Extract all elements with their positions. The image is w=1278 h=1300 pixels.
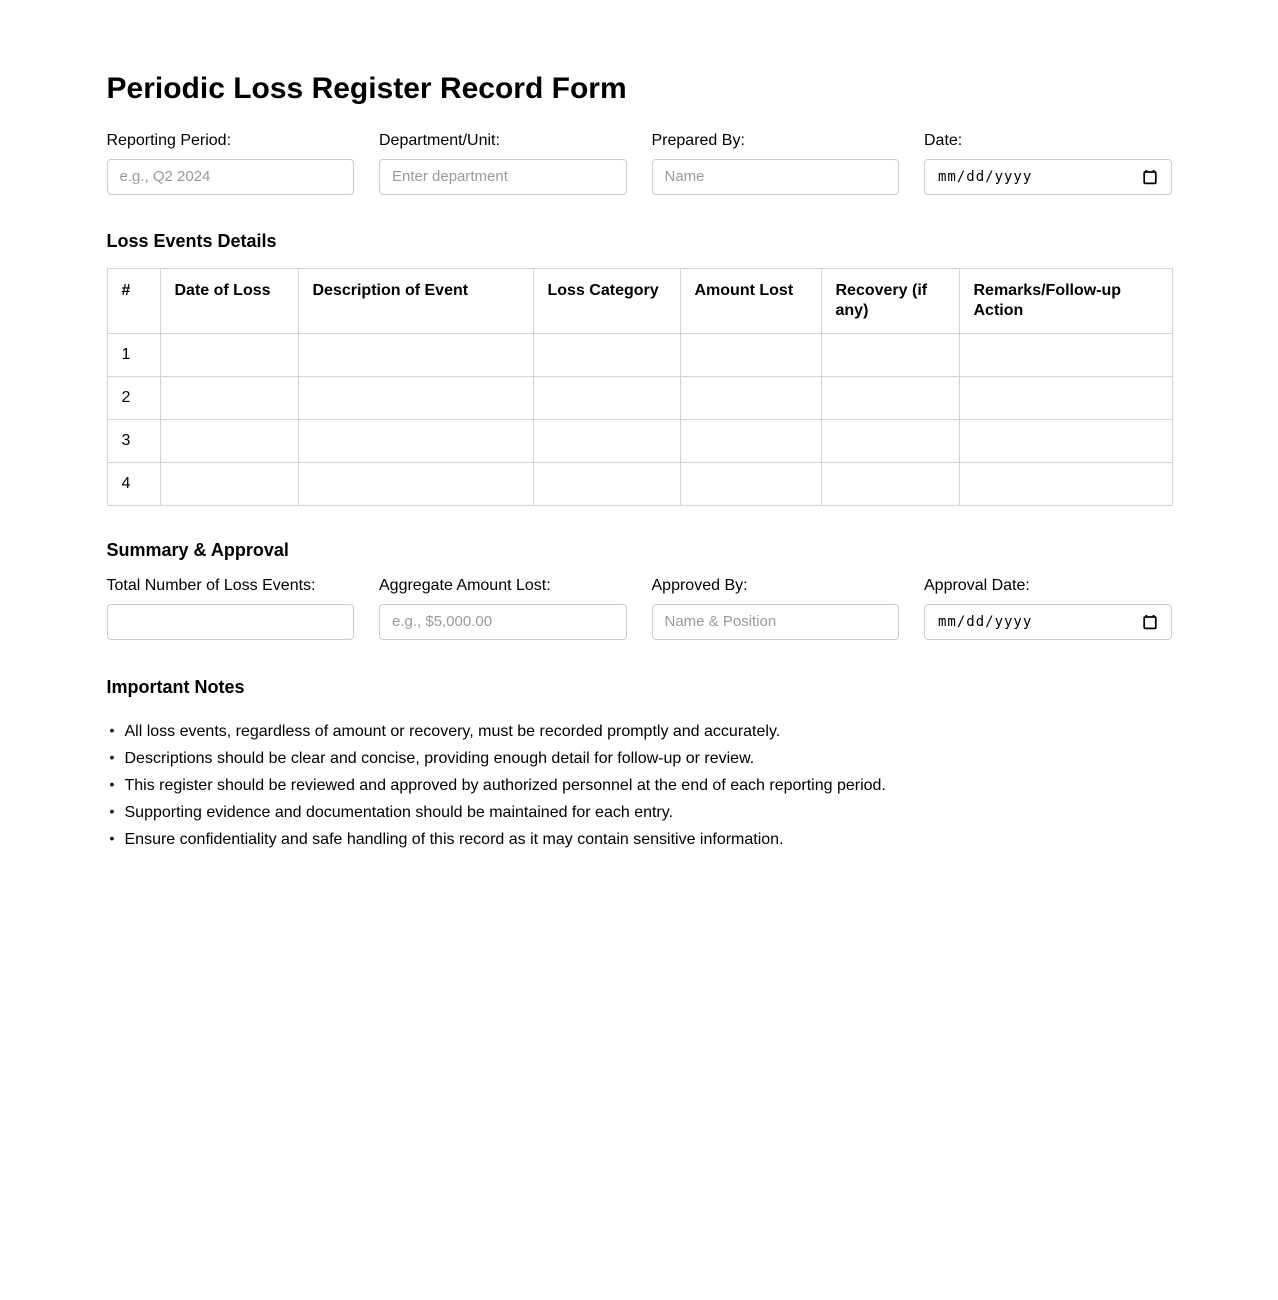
date-of-loss-cell: [160, 334, 298, 377]
loss-events-table: [107, 268, 1173, 506]
form-container: [107, 0, 1172, 850]
table-header-row: [107, 269, 1172, 334]
header-fields-row: [107, 131, 1172, 195]
date-of-loss-cell: [160, 420, 298, 463]
category-cell: [533, 420, 680, 463]
field-department: [379, 131, 627, 195]
date-of-loss-cell: [160, 463, 298, 506]
recovery-cell: [821, 334, 959, 377]
summary-section-title: Summary & Approval: [106, 540, 289, 561]
category-cell: [533, 334, 680, 377]
field-aggregate-amount: [379, 576, 627, 640]
table-row: [107, 463, 1172, 506]
col-header-num: #: [107, 269, 160, 334]
approval-date-label: Approval Date:: [924, 576, 1030, 594]
approved-by-input[interactable]: [652, 604, 900, 640]
date-placeholder-text: mm/dd/yyyy: [938, 168, 1033, 185]
category-cell: [533, 463, 680, 506]
recovery-cell: [821, 420, 959, 463]
table-row: [107, 334, 1172, 377]
recovery-cell: [821, 463, 959, 506]
recovery-cell: [821, 377, 959, 420]
reporting-period-label: Reporting Period:: [106, 132, 232, 149]
prepared-by-label: Prepared By:: [651, 132, 745, 149]
row-number-cell: 2: [107, 377, 160, 420]
description-cell: [298, 463, 533, 506]
loss-events-section-title: Loss Events Details: [106, 230, 277, 251]
note-item: • Supporting evidence and documentation should be maintained for each entry.: [107, 803, 1172, 823]
field-total-events: [107, 576, 355, 640]
row-number-cell: 4: [107, 463, 160, 506]
description-cell: [298, 420, 533, 463]
approval-date-input[interactable]: [924, 604, 1172, 640]
field-date: [924, 131, 1172, 195]
remarks-cell: [959, 420, 1172, 463]
col-header-description: Description of Event: [298, 269, 533, 334]
total-events-label: Total Number of Loss Events:: [106, 576, 316, 594]
approved-by-label: Approved By:: [651, 576, 748, 594]
remarks-cell: [959, 463, 1172, 506]
amount-lost-cell: [680, 463, 821, 506]
remarks-cell: [959, 334, 1172, 377]
approval-date-placeholder-text: mm/dd/yyyy: [938, 613, 1033, 630]
remarks-cell: [959, 377, 1172, 420]
aggregate-amount-label: Aggregate Amount Lost:: [379, 576, 551, 594]
prepared-by-input[interactable]: [652, 159, 900, 195]
field-approved-by: [652, 576, 900, 640]
category-cell: [533, 377, 680, 420]
note-item: • All loss events, regardless of amount or recovery, must be recorded promptly and accurately.: [107, 722, 1172, 742]
notes-section-title: Important Notes: [106, 676, 245, 697]
department-label: Department/Unit:: [379, 132, 500, 149]
table-row: [107, 420, 1172, 463]
row-number-cell: 3: [107, 420, 160, 463]
date-label: Date:: [924, 132, 963, 149]
note-item: • Ensure confidentiality and safe handling of this record as it may contain sensitive information.: [107, 830, 1172, 850]
col-header-recovery: Recovery (if any): [821, 269, 959, 334]
calendar-icon[interactable]: [1142, 614, 1158, 630]
department-input[interactable]: [379, 159, 627, 195]
calendar-icon[interactable]: [1142, 169, 1158, 185]
date-of-loss-cell: [160, 377, 298, 420]
row-number-cell: 1: [107, 334, 160, 377]
field-prepared-by: [652, 131, 900, 195]
important-notes-list: [107, 722, 1172, 850]
col-header-amount-lost: Amount Lost: [680, 269, 821, 334]
col-header-date-of-loss: Date of Loss: [160, 269, 298, 334]
field-reporting-period: [107, 131, 355, 195]
table-row: [107, 377, 1172, 420]
col-header-remarks: Remarks/Follow-up Action: [959, 269, 1172, 334]
page-title: Periodic Loss Register Record Form: [106, 72, 627, 105]
note-item: • Descriptions should be clear and concise, providing enough detail for follow-up or review.: [107, 749, 1172, 769]
description-cell: [298, 377, 533, 420]
aggregate-amount-input[interactable]: [379, 604, 627, 640]
col-header-category: Loss Category: [533, 269, 680, 334]
amount-lost-cell: [680, 420, 821, 463]
amount-lost-cell: [680, 377, 821, 420]
date-input[interactable]: [924, 159, 1172, 195]
description-cell: [298, 334, 533, 377]
total-events-input[interactable]: [107, 604, 355, 640]
amount-lost-cell: [680, 334, 821, 377]
reporting-period-input[interactable]: [107, 159, 355, 195]
note-item: • This register should be reviewed and approved by authorized personnel at the end of each reporting period.: [107, 776, 1172, 796]
summary-fields-row: [107, 576, 1172, 640]
field-approval-date: [924, 576, 1172, 640]
